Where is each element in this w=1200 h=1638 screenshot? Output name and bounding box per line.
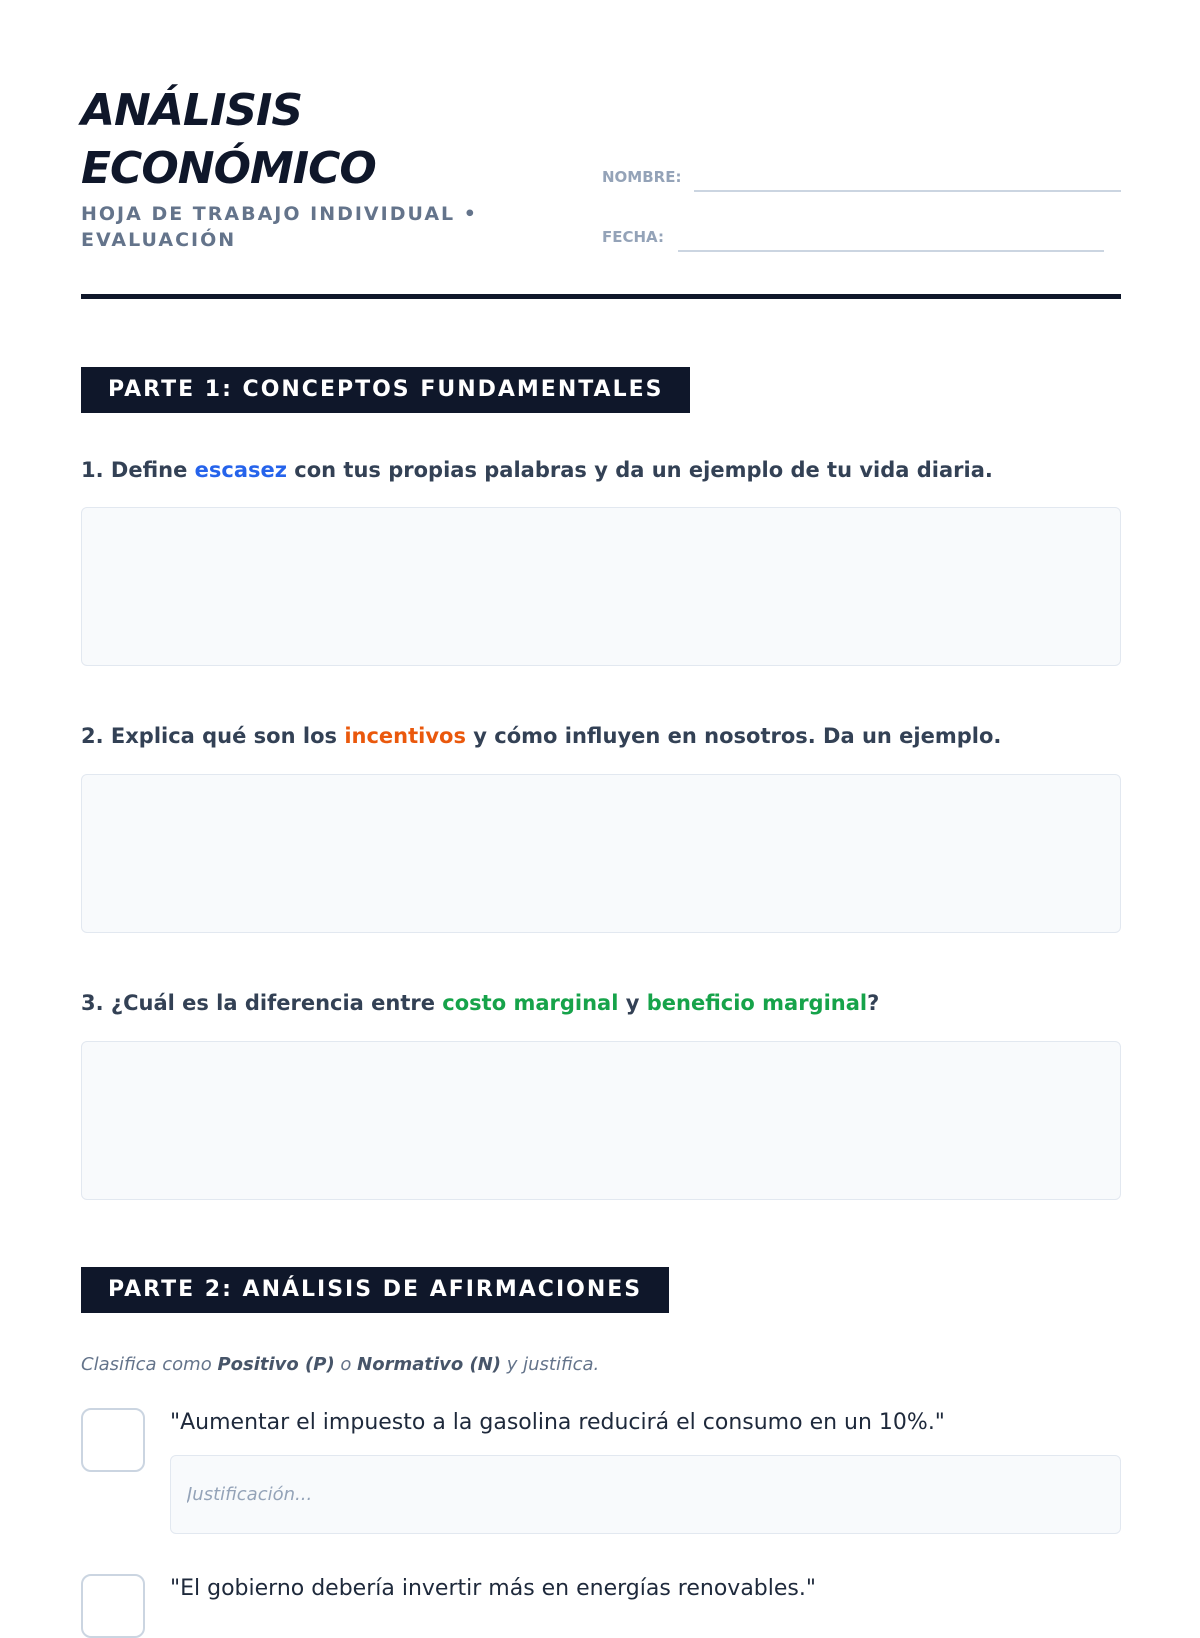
answer-box-2[interactable]: [81, 774, 1121, 933]
page-subtitle: HOJA DE TRABAJO INDIVIDUAL • EVALUACIÓN: [81, 203, 478, 251]
answer-box-1[interactable]: [81, 507, 1121, 666]
title-line-1: ANÁLISIS: [81, 85, 303, 136]
page-title: [81, 82, 376, 198]
instructions-suffix: y justifica.: [501, 1354, 600, 1375]
question-2-suffix: y cómo influyen en nosotros. Da un ejemplo.: [465, 724, 1002, 748]
classification-box-1[interactable]: [81, 1408, 145, 1472]
section-heading-part2: PARTE 2: ANÁLISIS DE AFIRMACIONES: [81, 1267, 669, 1313]
question-1: [81, 458, 993, 482]
question-3: [81, 991, 879, 1015]
question-3-connector: y: [618, 991, 647, 1015]
question-3-term-2: beneficio marginal: [646, 991, 868, 1015]
question-1-prefix: 1. Define: [81, 458, 195, 482]
statement-1: "Aumentar el impuesto a la gasolina reducirá el consumo en un 10%.": [170, 1410, 945, 1435]
answer-box-3[interactable]: [81, 1041, 1121, 1200]
date-field[interactable]: [678, 250, 1104, 252]
instructions-normative: Normativo (N): [357, 1354, 502, 1375]
date-label: FECHA:: [602, 228, 664, 246]
instructions-connector: o: [334, 1354, 358, 1375]
part2-instructions: [81, 1354, 599, 1375]
question-3-suffix: ?: [867, 991, 880, 1015]
instructions-positive: Positivo (P): [217, 1354, 335, 1375]
name-label: NOMBRE:: [602, 168, 682, 186]
justification-input-1[interactable]: [170, 1455, 1121, 1534]
question-2-term: incentivos: [344, 724, 466, 748]
header-divider: [81, 294, 1121, 299]
classification-box-2[interactable]: [81, 1574, 145, 1638]
statement-2: "El gobierno debería invertir más en energías renovables.": [170, 1576, 816, 1601]
title-line-2: ECONÓMICO: [81, 143, 376, 194]
question-3-term-1: costo marginal: [442, 991, 619, 1015]
worksheet-page: [81, 0, 1121, 1600]
section-heading-part1: PARTE 1: CONCEPTOS FUNDAMENTALES: [81, 367, 690, 413]
question-1-term: escasez: [194, 458, 287, 482]
question-1-suffix: con tus propias palabras y da un ejemplo de tu vida diaria.: [286, 458, 993, 482]
question-3-prefix: 3. ¿Cuál es la diferencia entre: [81, 991, 443, 1015]
name-field[interactable]: [694, 190, 1121, 192]
question-2-prefix: 2. Explica qué son los: [81, 724, 345, 748]
question-2: [81, 724, 1001, 748]
instructions-prefix: Clasifica como: [81, 1354, 218, 1375]
